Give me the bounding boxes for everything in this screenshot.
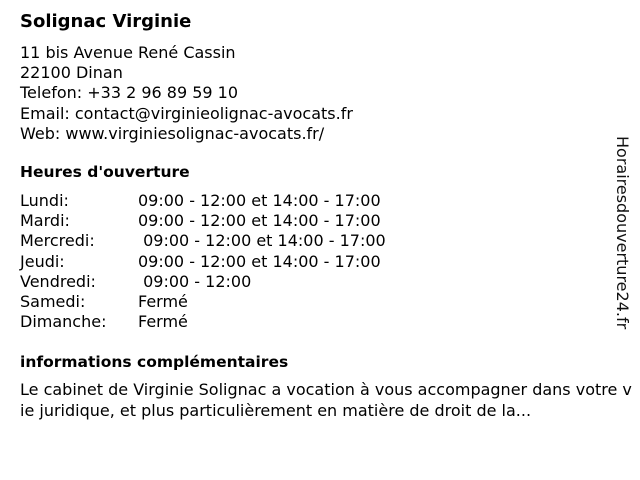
business-card <box>20 10 632 421</box>
hours-day: Dimanche: <box>20 312 107 332</box>
hours-row-jeudi <box>20 252 632 272</box>
email-text: Email: contact@virginieolignac-avocats.fr <box>20 103 353 123</box>
hours-day: Mardi: <box>20 211 70 231</box>
hours-day: Jeudi: <box>20 251 65 271</box>
hours-table <box>20 191 632 332</box>
hours-heading: Heures d'ouverture <box>20 163 190 182</box>
address-street: 11 bis Avenue René Cassin <box>20 43 236 62</box>
hours-value: Fermé <box>138 292 188 312</box>
hours-day: Lundi: <box>20 191 69 211</box>
address-city: 22100 Dinan <box>20 63 123 83</box>
hours-value: 09:00 - 12:00 <box>138 271 252 291</box>
hours-value: 09:00 - 12:00 et 14:00 - 17:00 <box>138 191 381 211</box>
business-name: Solignac Virginie <box>20 11 192 32</box>
hours-day: Samedi: <box>20 292 86 312</box>
hours-row-mercredi <box>20 231 632 251</box>
hours-day: Mercredi: <box>20 231 95 251</box>
hours-row-samedi <box>20 292 632 312</box>
hours-row-vendredi <box>20 272 632 292</box>
info-description: Le cabinet de Virginie Solignac a vocation à vous accompagner dans votre vie juridique, et plus particulièrement en matière de droit de la... <box>20 380 632 420</box>
info-heading: informations complémentaires <box>20 353 289 372</box>
phone-text: Telefon: +33 2 96 89 59 10 <box>20 83 239 103</box>
hours-row-mardi <box>20 211 632 231</box>
side-brand-watermark: Horairesdouverture24.fr <box>613 136 632 330</box>
hours-day: Vendredi: <box>20 271 96 291</box>
hours-row-dimanche <box>20 312 632 332</box>
hours-value: 09:00 - 12:00 et 14:00 - 17:00 <box>138 251 381 271</box>
hours-value: 09:00 - 12:00 et 14:00 - 17:00 <box>138 231 386 251</box>
hours-value: 09:00 - 12:00 et 14:00 - 17:00 <box>138 211 381 231</box>
hours-row-lundi <box>20 191 632 211</box>
website-text: Web: www.virginiesolignac-avocats.fr/ <box>20 123 325 143</box>
hours-value: Fermé <box>138 312 188 332</box>
